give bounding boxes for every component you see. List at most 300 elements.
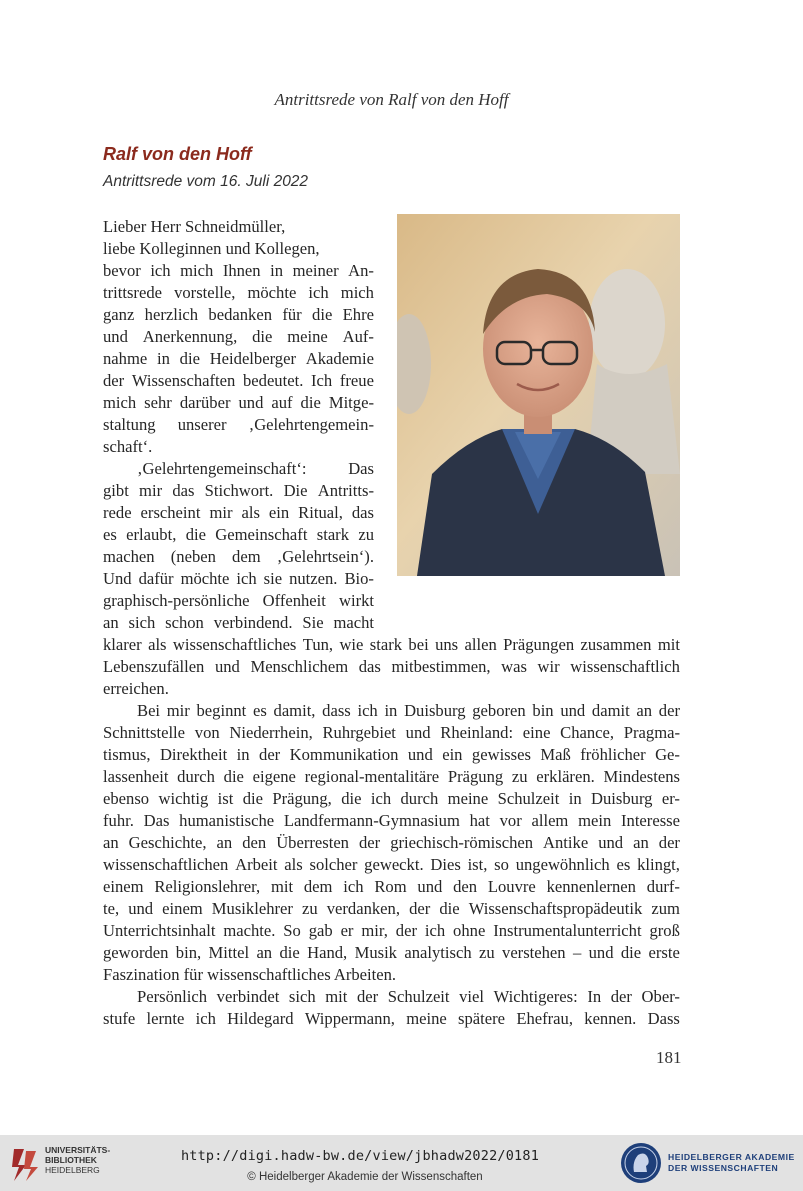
word: damit [591, 701, 630, 720]
word: Mindestens [603, 767, 680, 786]
word: wirkt [338, 591, 374, 610]
word: (neben [170, 547, 216, 566]
word: an [633, 833, 649, 852]
word: der [356, 987, 379, 1006]
word: solcher [309, 855, 358, 874]
word: dafür [138, 569, 174, 588]
word: in [568, 789, 582, 808]
word: ich [357, 701, 378, 720]
word: trittsrede [103, 283, 162, 302]
word: ich [150, 261, 171, 280]
word: Kommunikation [289, 745, 399, 764]
word: in [236, 745, 250, 764]
word: dem [303, 877, 333, 896]
word: So [283, 921, 301, 940]
word: die [242, 789, 263, 808]
word: es [103, 525, 117, 544]
word: mir [166, 701, 190, 720]
word: Instrumentalunterricht [493, 921, 642, 940]
word: geworden [103, 943, 169, 962]
word: regional-mentalitäre [304, 767, 440, 786]
text-line [103, 260, 374, 282]
word: er- [661, 789, 680, 808]
word: schon [165, 613, 204, 632]
word: verdanken, [326, 899, 400, 918]
word: Louvre [487, 877, 536, 896]
word: mir [209, 503, 233, 522]
word: Offenheit [262, 591, 326, 610]
word: bevor [103, 261, 141, 280]
word: Lebenszufällen [103, 657, 205, 676]
word: Landfermann-Gymnasium [283, 811, 460, 830]
text-line [103, 766, 680, 788]
word: einem [162, 899, 203, 918]
word: Wippermann, [304, 1009, 395, 1028]
permalink-url[interactable]: http://digi.hadw-bw.de/view/jbhadw2022/0181 [180, 1148, 540, 1164]
word: als [284, 855, 303, 874]
word: ich [195, 1009, 216, 1028]
word: an [216, 833, 233, 852]
ub-name-line3: HEIDELBERG [45, 1165, 100, 1175]
word: der [103, 371, 125, 390]
word: humanistische [179, 811, 275, 830]
text-line [103, 568, 374, 590]
word: nahme [103, 349, 148, 368]
word: der [395, 921, 417, 940]
word: möchte [180, 569, 230, 588]
word: ist, [467, 855, 488, 874]
word: Niederrhein, [229, 723, 313, 742]
word: zum [651, 899, 680, 918]
word: und [598, 833, 624, 852]
word: klarer [103, 635, 142, 654]
word: An- [348, 261, 374, 280]
text-line [103, 964, 396, 986]
word: sich [128, 613, 156, 632]
text-line [103, 348, 374, 370]
word: die [179, 349, 200, 368]
word: der [409, 899, 431, 918]
word: gibt [103, 481, 129, 500]
academy-logo[interactable] [620, 1141, 803, 1185]
word: Dies [430, 855, 461, 874]
word: durch [177, 767, 215, 786]
text-line [103, 832, 680, 854]
word: verbindend. [213, 613, 293, 632]
word: graphisch-persönliche [103, 591, 250, 610]
word: der [658, 701, 680, 720]
word: das [172, 481, 195, 500]
word: Auf- [342, 327, 374, 346]
word: Mitge- [328, 393, 374, 412]
word: stufe [103, 1009, 136, 1028]
word: bedanken [208, 305, 273, 324]
word: wichtig [158, 789, 209, 808]
word: Schulzeit [387, 987, 450, 1006]
word: te, [103, 899, 120, 918]
word: was [501, 657, 527, 676]
word: kennen. [584, 1009, 637, 1028]
word: die [185, 525, 206, 544]
word: wissenschaftlich [570, 657, 680, 676]
word: den [453, 877, 478, 896]
portrait-photo [397, 214, 680, 576]
word: vorstelle, [174, 283, 236, 302]
word: erscheint [140, 503, 201, 522]
word: verstehen [502, 943, 566, 962]
word: die [279, 943, 300, 962]
word: das [351, 503, 374, 522]
word: und [128, 899, 154, 918]
word: Persönlich [137, 987, 208, 1006]
word: spätere [458, 1009, 506, 1028]
word: ‚Gelehrtengemein- [248, 415, 374, 434]
word: beginnt [196, 701, 247, 720]
text-line [103, 612, 374, 634]
word: macht [333, 613, 374, 632]
word: ich [370, 789, 392, 808]
word: bei [408, 635, 429, 654]
word: ein [268, 503, 290, 522]
word: allen [464, 635, 497, 654]
word: und [103, 327, 128, 346]
line-text: schaft‘. [103, 437, 153, 456]
word: an [103, 613, 119, 632]
word: einem [103, 877, 144, 896]
word: und [588, 943, 614, 962]
word: meiner [292, 261, 339, 280]
word: meine [447, 789, 489, 808]
word: Interesse [621, 811, 680, 830]
word: Duisburg [591, 789, 653, 808]
line-text: Lieber Herr Schneidmüller, [103, 217, 286, 236]
word: sie [263, 569, 283, 588]
word: an [256, 943, 273, 962]
word: allem [531, 811, 569, 830]
word: Stichwort. [204, 481, 274, 500]
word: nutzen. [289, 569, 338, 588]
word: den [242, 833, 267, 852]
academy-name-line2: DER WISSENSCHAFTEN [668, 1163, 779, 1173]
word: Heidelberger [209, 349, 296, 368]
line-text: Faszination für wissenschaftliches Arbeiten. [103, 965, 397, 984]
text-line [103, 744, 680, 766]
word: wissenschaftliches [172, 635, 297, 654]
word: stark [316, 525, 350, 544]
word: Und [103, 569, 132, 588]
word: durf- [646, 877, 680, 896]
text-line [103, 238, 320, 260]
word: mich [340, 283, 374, 302]
word: in [156, 349, 170, 368]
word: unserer [177, 415, 227, 434]
word: es [616, 855, 631, 874]
text-line [103, 1008, 680, 1030]
word: die [223, 767, 244, 786]
word: Arbeit [235, 855, 278, 874]
word: der [610, 987, 632, 1006]
word: – [572, 943, 582, 962]
word: ‚Gelehrtengemeinschaft‘: [137, 459, 307, 478]
word: die [620, 943, 642, 962]
text-line [103, 920, 680, 942]
word: Die [283, 481, 308, 500]
word: und [407, 745, 433, 764]
word: wir [537, 657, 560, 676]
word: Direktheit [159, 745, 228, 764]
word: verbindet [216, 987, 280, 1006]
word: Tun, [302, 635, 334, 654]
word: Bio- [344, 569, 374, 588]
word: der [658, 833, 680, 852]
ub-name-line2: BIBLIOTHEK [45, 1155, 97, 1165]
word: die [252, 327, 273, 346]
word: und [560, 701, 586, 720]
word: damit, [273, 701, 316, 720]
word: machte. [223, 921, 276, 940]
word: uns [435, 635, 459, 654]
word: Prägungen [503, 635, 575, 654]
word: Geschichte, [128, 833, 207, 852]
word: In [587, 987, 602, 1006]
word: ebenso [103, 789, 150, 808]
word: Gemeinschaft [215, 525, 308, 544]
word: lernte [146, 1009, 185, 1028]
word: an [636, 701, 653, 720]
text-line [103, 854, 680, 876]
word: mir [139, 481, 163, 500]
word: Antritts- [317, 481, 374, 500]
word: fuhr. [103, 811, 134, 830]
word: meine [406, 1009, 447, 1028]
text-line [103, 304, 374, 326]
word: hat [469, 811, 490, 830]
word: an [103, 833, 119, 852]
word: Bei [137, 701, 161, 720]
page-number: 181 [656, 1048, 682, 1067]
word: mit [657, 635, 680, 654]
word: meine [287, 327, 328, 346]
word: Das [348, 459, 374, 478]
word: die [341, 789, 362, 808]
word: zusammen [580, 635, 652, 654]
text-line [103, 436, 152, 458]
word: die [439, 899, 460, 918]
word: eine [522, 723, 551, 742]
word: von [194, 723, 220, 742]
word: freue [339, 371, 374, 390]
text-line [103, 370, 374, 392]
word: Musik [354, 943, 397, 962]
word: dass [322, 701, 351, 720]
copyright-notice: © Heidelberger Akademie der Wissenschaften [247, 1171, 483, 1183]
word: Wissenschaften [131, 371, 236, 390]
word: mich [103, 393, 137, 412]
word: als [241, 503, 260, 522]
text-line [103, 502, 374, 524]
text-line [103, 876, 680, 898]
word: geboren [472, 701, 526, 720]
word: das [358, 657, 381, 676]
word: Hildegard [227, 1009, 294, 1028]
text-line [103, 656, 680, 678]
word: mitbestimmen, [391, 657, 491, 676]
text-line [103, 282, 374, 304]
word: Unterrichtsinhalt [103, 921, 216, 940]
text-line [103, 458, 374, 480]
word: ich [308, 283, 329, 302]
text-line [103, 788, 680, 810]
word: Überresten [276, 833, 349, 852]
text-line [103, 986, 680, 1008]
word: bin, [175, 943, 202, 962]
word: die [312, 305, 333, 324]
word: der [259, 745, 281, 764]
word: Duisburg [404, 701, 466, 720]
word: Rheinland: [440, 723, 514, 742]
word: stark [369, 635, 403, 654]
word: Religionslehrer, [154, 877, 261, 896]
text-line [103, 546, 374, 568]
word: ein [442, 745, 463, 764]
word: der [358, 833, 381, 852]
word: Pragma- [623, 723, 680, 742]
word: Das [143, 811, 170, 830]
word: zu [478, 943, 495, 962]
word: mit [270, 877, 294, 896]
word: vor [499, 811, 522, 830]
word: Ehefrau, [516, 1009, 573, 1028]
word: Wissenschaftspropädeutik [468, 899, 643, 918]
word: gewisses [471, 745, 531, 764]
word: sehr [144, 393, 172, 412]
word: ich [236, 569, 257, 588]
word: Schnittstelle [103, 723, 186, 742]
word: in [270, 261, 284, 280]
word: lassenheit [103, 767, 169, 786]
text-line [103, 722, 680, 744]
word: Rom [374, 877, 407, 896]
word: und [405, 723, 431, 742]
word: fröhlicher [580, 745, 646, 764]
word: groß [649, 921, 680, 940]
word: ungewöhnlich [515, 855, 610, 874]
word: herzlich [144, 305, 199, 324]
word: staltung [103, 415, 156, 434]
academy-seal-icon [620, 1142, 662, 1184]
word: machen [103, 547, 155, 566]
text-line [103, 700, 680, 722]
author-name: Ralf von den Hoff [103, 144, 252, 164]
line-text: erreichen. [103, 679, 169, 698]
word: Ruhrgebiet [322, 723, 396, 742]
word: gab [308, 921, 333, 940]
word: zu [358, 525, 374, 544]
word: bin [532, 701, 554, 720]
word: rede [103, 503, 132, 522]
word: zu [301, 899, 318, 918]
text-line [103, 216, 285, 238]
word: mich [180, 261, 214, 280]
word: als [148, 635, 167, 654]
text-line [103, 678, 169, 700]
word: ist [217, 789, 234, 808]
word: griechisch-römischen [390, 833, 534, 852]
word: Chance, [560, 723, 615, 742]
word: ‚Gelehrtsein‘). [276, 547, 374, 566]
word: Wichtigeres: [493, 987, 578, 1006]
word: mir, [361, 921, 388, 940]
text-line [103, 480, 374, 502]
word: ganz [103, 305, 135, 324]
word: erste [648, 943, 680, 962]
text-line [103, 590, 374, 612]
word: ohne [453, 921, 486, 940]
word: Ehre [342, 305, 374, 324]
text-line [103, 810, 680, 832]
line-text: liebe Kolleginnen und Kollegen, [103, 239, 320, 258]
text-line [103, 942, 680, 964]
text-line [103, 634, 680, 656]
word: ich [424, 921, 446, 940]
word: erklären. [536, 767, 595, 786]
word: er [340, 921, 354, 940]
text-line [103, 524, 374, 546]
word: zu [511, 767, 528, 786]
word: so [494, 855, 509, 874]
footer-bar [0, 1135, 803, 1191]
word: Dass [647, 1009, 680, 1028]
word: Sie [302, 613, 324, 632]
word: Ich [311, 371, 333, 390]
word: Schulzeit [497, 789, 560, 808]
word: Mittel [208, 943, 250, 962]
word: Prägung, [272, 789, 332, 808]
academy-name-line1: HEIDELBERGER AKADEMIE [668, 1152, 795, 1162]
word: dem [232, 547, 261, 566]
word: Maß [540, 745, 571, 764]
word: klingt, [637, 855, 680, 874]
text-line [103, 326, 374, 348]
speech-subtitle: Antrittsrede vom 16. Juli 2022 [103, 173, 309, 190]
word: die [300, 393, 321, 412]
word: Musiklehrer [211, 899, 293, 918]
word: darüber [179, 393, 231, 412]
word: eigene [252, 767, 296, 786]
running-head: Antrittsrede von Ralf von den Hoff [274, 90, 509, 109]
word: viel [459, 987, 485, 1006]
word: mit [325, 987, 348, 1006]
word: bedeutet. [242, 371, 304, 390]
word: es [252, 701, 267, 720]
word: Akademie [305, 349, 374, 368]
word: Ritual, [298, 503, 343, 522]
ub-name-line1: UNIVERSITÄTS- [45, 1145, 111, 1155]
word: kennenlernen [546, 877, 636, 896]
word: wie [339, 635, 364, 654]
word: erlaubt, [126, 525, 177, 544]
word: tismus, [103, 745, 151, 764]
word: und [238, 393, 264, 412]
word: Anerkennung, [142, 327, 238, 346]
word: Ihnen [222, 261, 261, 280]
text-line [103, 392, 374, 414]
word: geweckt. [364, 855, 424, 874]
word: auf [271, 393, 293, 412]
word: für [282, 305, 302, 324]
word: mein [578, 811, 612, 830]
text-line [103, 414, 374, 436]
